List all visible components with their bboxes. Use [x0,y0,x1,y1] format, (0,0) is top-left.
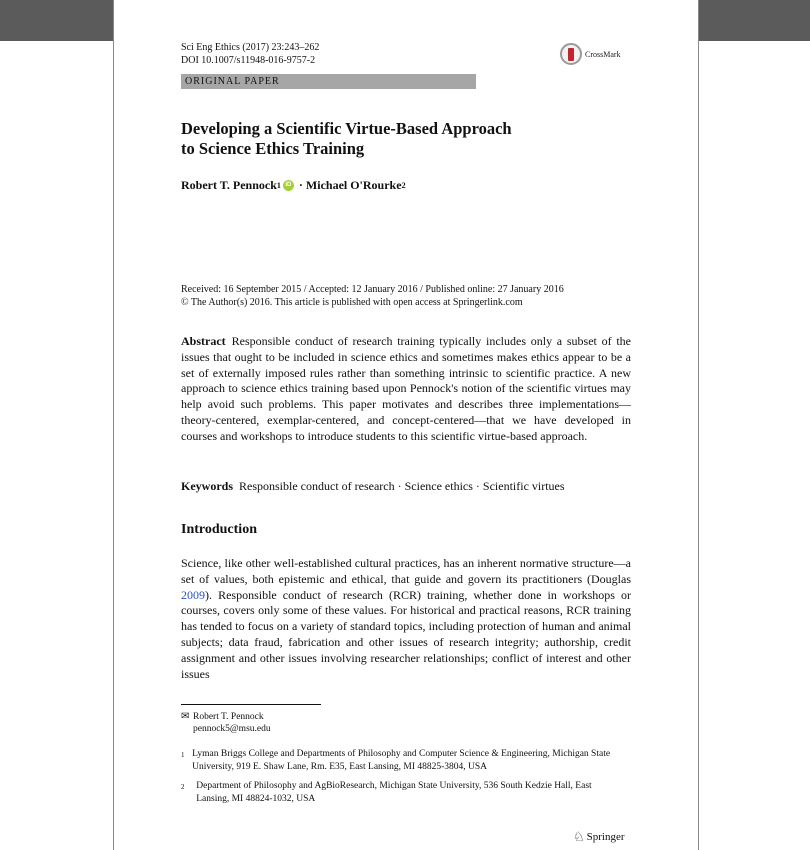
author-affil-2: 2 [401,181,406,190]
crossmark-icon [560,43,582,65]
author-separator: · [295,178,306,192]
crossmark-label: CrossMark [585,49,621,59]
publication-dates [181,283,564,309]
abstract-text: Responsible conduct of research training typically includes only a subset of the issues that ought to be included in science ethics and sometimes makes ethics appear to be a set of externally imposed rules rather than something intrinsic to scientific practice. A new approach to science ethics training based upon Pennock's notion of the scientific virtues may help avoid such problems. This paper motivates and describes three implementations—theory-centered, exemplar-centered, and concept-centered—that we have developed in courses and workshops to introduce students to this scientific virtue-based approach. [181,334,631,443]
affiliation-2 [181,780,611,806]
publisher-logo [573,829,625,845]
crossmark-button[interactable] [560,43,621,65]
affiliation-number: 1 [181,751,185,759]
affiliation-text: Department of Philosophy and AgBioResearch, Michigan State University, 536 South Kedzie Hall, East Lansing, MI 48824-1032, USA [196,781,592,804]
affiliation-text: Lyman Briggs College and Departments of Philosophy and Computer Science & Engineering, Michigan State University, 919 E. Shaw Lane, Rm. E35, East Lansing, MI 48825-3804, USA [192,749,611,772]
citation-link[interactable]: 2009 [181,587,205,602]
publisher-name: Springer [586,831,625,843]
pdf-page [113,0,699,850]
journal-doi[interactable]: DOI 10.1007/s11948-016-9757-2 [181,55,316,66]
springer-horse-icon: ♘ [573,829,585,844]
corr-name: Robert T. Pennock [193,712,264,722]
copyright-line: © The Author(s) 2016. This article is published with open access at Springerlink.com [181,297,523,308]
corresponding-author [181,711,271,735]
keywords-text: Responsible conduct of research · Science ethics · Scientific virtues [239,479,565,493]
affiliation-number: 2 [181,783,185,791]
keywords [181,479,565,494]
introduction-paragraph [181,556,631,682]
journal-info [181,41,319,67]
author-list [181,178,406,193]
envelope-icon: ✉ [181,711,190,722]
abstract-label: Abstract [181,334,226,348]
author-affil-1: 1 [276,181,281,190]
received-accepted-published: Received: 16 September 2015 / Accepted: 12 January 2016 / Published online: 27 January 2016 [181,284,564,295]
corr-email[interactable]: pennock5@msu.edu [193,724,271,734]
author-name-2: Michael O'Rourke [305,178,402,192]
title-line-2: to Science Ethics Training [181,139,365,158]
keywords-label: Keywords [181,479,233,493]
abstract [181,334,631,445]
section-heading: Introduction [181,522,257,537]
orcid-icon[interactable]: iD [283,180,294,191]
affiliation-1 [181,748,611,774]
intro-text-before: Science, like other well-established cultural practices, has an inherent normative structure—a set of values, both epistemic and ethical, that guide and govern its practitioners (Douglas [181,556,631,586]
article-type-banner: ORIGINAL PAPER [181,74,476,89]
author-name-1: Robert T. Pennock [181,178,277,192]
paper-title [181,119,601,159]
journal-citation: Sci Eng Ethics (2017) 23:243–262 [181,42,320,53]
title-line-1: Developing a Scientific Virtue-Based Approach [181,119,512,138]
footnote-divider [181,704,321,705]
intro-text-after: ). Responsible conduct of research (RCR) training, whether done in workshops or courses, covers only some of these values. For historical and practical reasons, RCR training has tended to focus on a variety of standard topics, including protection of human and animal subjects; data fraud, fabrication and other issues of research integrity; authorship, credit assignment and other issues involving researcher relationships; conflict of interest and other issues [181,587,631,681]
